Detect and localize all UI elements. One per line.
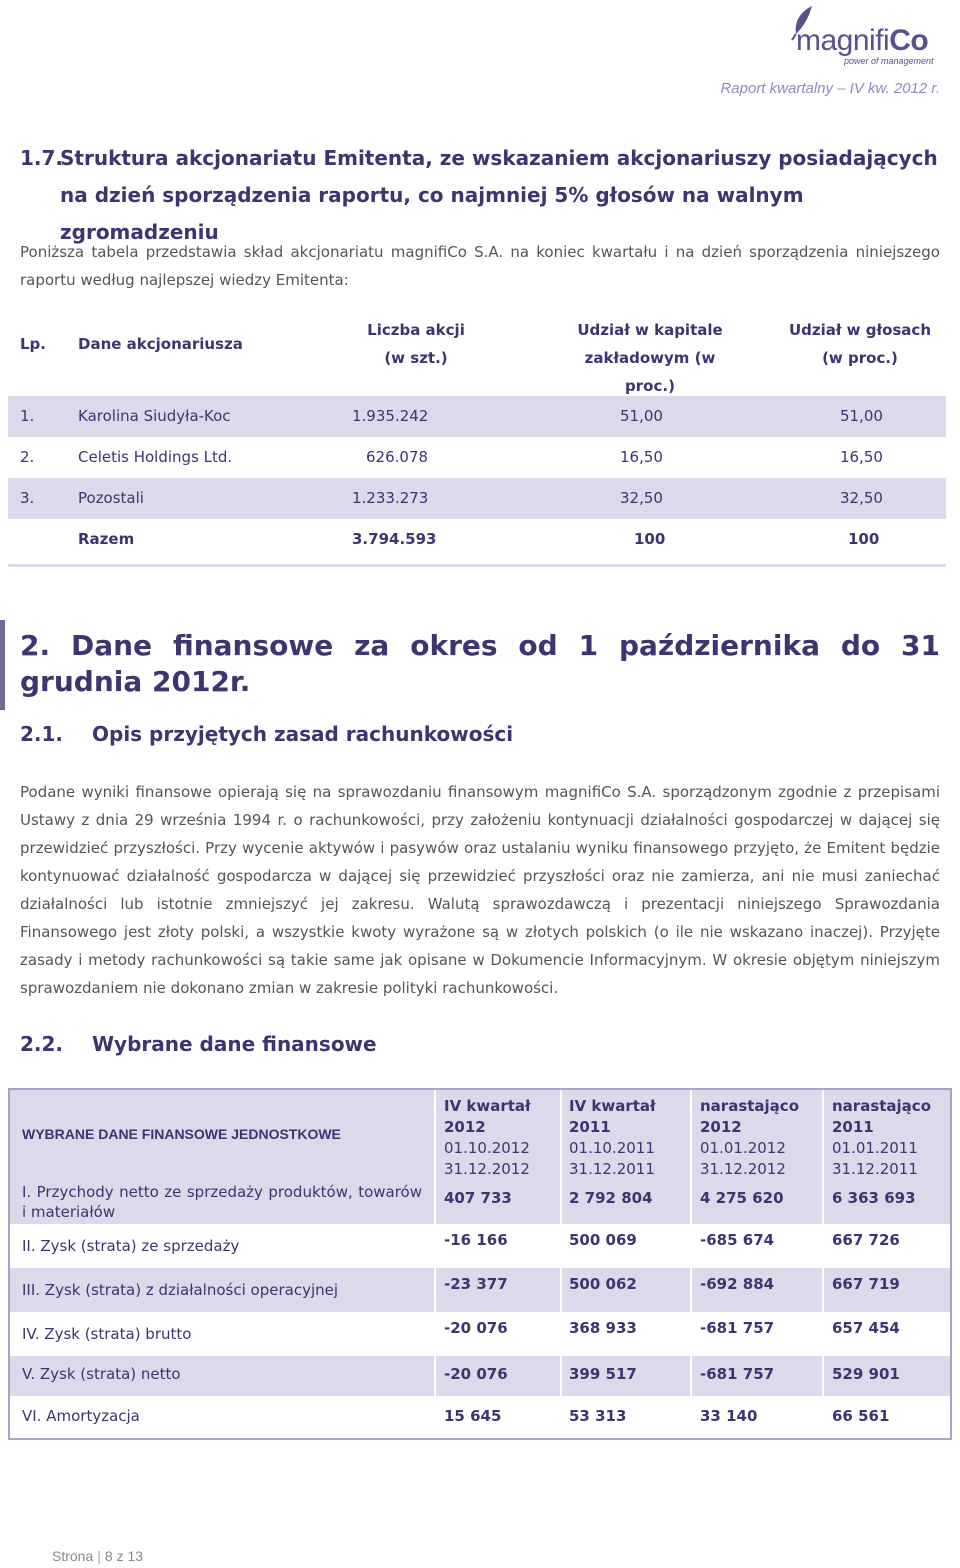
table-row xyxy=(10,1312,950,1356)
row-value: -692 884 xyxy=(700,1275,775,1293)
table-row xyxy=(10,1396,950,1438)
section-title: Wybrane dane finansowe xyxy=(92,1032,377,1056)
table-row xyxy=(10,1268,950,1312)
col-label: narastająco 2011 xyxy=(832,1097,932,1136)
row-name: Celetis Holdings Ltd. xyxy=(78,448,233,466)
total-label: Razem xyxy=(78,530,135,548)
table-bottom-rule xyxy=(8,564,946,567)
row-label: IV. Zysk (strata) brutto xyxy=(22,1325,192,1343)
row-value: 368 933 xyxy=(569,1319,637,1337)
row-value: -681 757 xyxy=(700,1319,775,1337)
row-label: II. Zysk (strata) ze sprzedaży xyxy=(22,1237,240,1255)
col-header-name: Dane akcjonariusza xyxy=(78,335,243,353)
row-value: 6 363 693 xyxy=(832,1189,916,1207)
section-2-2-heading xyxy=(20,1032,377,1056)
row-value: 33 140 xyxy=(700,1407,758,1425)
row-value: 15 645 xyxy=(444,1407,502,1425)
row-value: 657 454 xyxy=(832,1319,900,1337)
col-date-from: 01.10.2011 xyxy=(569,1139,655,1157)
col-header-votes xyxy=(780,316,940,372)
section-number: 1.7. xyxy=(20,146,64,170)
col-header-votes-line2: (w proc.) xyxy=(822,349,898,367)
shareholders-intro: Poniższa tabela przedstawia skład akcjonariatu magnifiCo S.A. na koniec kwartału i na dzień sporządzenia niniejszego raportu według najlepszej wiedzy Emitenta: xyxy=(20,243,940,289)
table-row xyxy=(8,437,946,478)
section-accent-bar xyxy=(0,620,5,710)
section-number: 2. xyxy=(20,629,51,662)
row-value: 66 561 xyxy=(832,1407,890,1425)
col-header-shares xyxy=(354,316,478,372)
row-value: -681 757 xyxy=(700,1365,775,1383)
column-divider xyxy=(822,1090,824,1438)
row-lp: 3. xyxy=(20,489,35,507)
col-header-q4-2012 xyxy=(444,1096,562,1180)
table-row xyxy=(8,478,946,519)
row-lp: 2. xyxy=(20,448,35,466)
row-value: -16 166 xyxy=(444,1231,508,1249)
col-header-shares-line2: (w szt.) xyxy=(384,349,448,367)
col-label: narastająco 2012 xyxy=(700,1097,800,1136)
row-value: 399 517 xyxy=(569,1365,637,1383)
row-name: Karolina Siudyła-Koc xyxy=(78,407,231,425)
row-shares: 1.233.273 xyxy=(352,489,429,507)
row-votes: 51,00 xyxy=(840,407,883,425)
row-capital: 32,50 xyxy=(620,489,663,507)
table-total-row xyxy=(8,519,946,560)
shareholders-table xyxy=(8,396,946,560)
row-value: 500 069 xyxy=(569,1231,637,1249)
logo-tagline: power of management xyxy=(844,56,934,66)
col-date-from: 01.01.2012 xyxy=(700,1139,786,1157)
col-header-capital-line2: zakładowym (w proc.) xyxy=(584,349,716,395)
col-date-to: 31.12.2011 xyxy=(569,1160,655,1178)
row-name: Pozostali xyxy=(78,489,144,507)
col-date-from: 01.01.2011 xyxy=(832,1139,918,1157)
col-header-ytd-2012 xyxy=(700,1096,818,1180)
table-title: WYBRANE DANE FINANSOWE JEDNOSTKOWE xyxy=(22,1126,341,1142)
row-value: 4 275 620 xyxy=(700,1189,784,1207)
row-value: -23 377 xyxy=(444,1275,508,1293)
col-header-lp: Lp. xyxy=(20,335,46,353)
row-value: -685 674 xyxy=(700,1231,775,1249)
table-row xyxy=(10,1182,950,1224)
section-number: 2.2. xyxy=(20,1032,64,1056)
report-header: Raport kwartalny – IV kw. 2012 r. xyxy=(720,80,940,97)
col-label: IV kwartał 2012 xyxy=(444,1097,531,1136)
magnifico-logo xyxy=(782,4,942,72)
col-date-from: 01.10.2012 xyxy=(444,1139,530,1157)
row-label: VI. Amortyzacja xyxy=(22,1407,140,1425)
section-2-heading xyxy=(20,628,940,700)
page-footer: Strona | 8 z 13 xyxy=(52,1548,144,1564)
row-value: -20 076 xyxy=(444,1365,508,1383)
row-shares: 1.935.242 xyxy=(352,407,429,425)
row-label: V. Zysk (strata) netto xyxy=(22,1365,181,1383)
footer-label: Strona xyxy=(52,1548,94,1564)
financial-data-table xyxy=(8,1088,952,1440)
col-header-q4-2011 xyxy=(569,1096,687,1180)
col-header-shares-line1: Liczba akcji xyxy=(367,321,465,339)
row-value: 2 792 804 xyxy=(569,1189,653,1207)
row-label: III. Zysk (strata) z działalności operacyjnej xyxy=(22,1281,339,1299)
row-lp: 1. xyxy=(20,407,35,425)
column-divider xyxy=(560,1090,562,1438)
row-votes: 32,50 xyxy=(840,489,883,507)
section-2-1-heading xyxy=(20,722,514,746)
section-1-7-heading xyxy=(20,140,940,251)
row-value: 667 726 xyxy=(832,1231,900,1249)
row-value: 667 719 xyxy=(832,1275,900,1293)
table-row xyxy=(10,1224,950,1268)
section-title: Opis przyjętych zasad rachunkowości xyxy=(92,722,514,746)
total-capital: 100 xyxy=(634,530,666,548)
column-divider xyxy=(690,1090,692,1438)
row-value: 407 733 xyxy=(444,1189,512,1207)
col-header-capital-line1: Udział w kapitale xyxy=(577,321,723,339)
total-votes: 100 xyxy=(848,530,880,548)
table-row xyxy=(8,396,946,437)
row-votes: 16,50 xyxy=(840,448,883,466)
section-number: 2.1. xyxy=(20,722,64,746)
footer-page-total: z 13 xyxy=(116,1548,144,1564)
column-divider xyxy=(434,1090,436,1438)
col-header-capital xyxy=(560,316,740,400)
row-capital: 16,50 xyxy=(620,448,663,466)
row-shares: 626.078 xyxy=(366,448,429,466)
col-header-votes-line1: Udział w głosach xyxy=(788,321,931,339)
col-label: IV kwartał 2011 xyxy=(569,1097,656,1136)
accounting-policy-text: Podane wyniki finansowe opierają się na sprawozdaniu finansowym magnifiCo S.A. sporządzonym zgodnie z przepisami Ustawy z dnia 29 września 1994 r. o rachunkowości, przy założeniu kontynuacji działalności gospodarczej w dającej się przewidzieć przyszłości. Przy wycenie aktywów i pasywów oraz ustalaniu wyniku finansowego przyjęto, że Emitent będzie kontynuować działalność gospodarcza w dającej się przewidzieć przyszłości oraz nie zamierza, ani nie musi zaniechać działalności lub istotnie zmniejszyć jej zakresu. Walutą sprawozdawczą i prezentacji niniejszego Sprawozdania Finansowego jest złoty polski, a wszystkie kwoty wyrażone są w złotych polskich (o ile nie wskazano inaczej). Przyjęte zasady i metody rachunkowości są takie same jak opisane w Dokumencie Informacyjnym. W okresie objętym niniejszym sprawozdaniem nie dokonano zmian w zakresie polityki rachunkowości. xyxy=(20,783,940,997)
row-value: 500 062 xyxy=(569,1275,637,1293)
row-capital: 51,00 xyxy=(620,407,663,425)
section-title: Dane finansowe za okres od 1 października do 31 grudnia 2012r. xyxy=(20,629,940,698)
footer-page-number: 8 xyxy=(104,1548,113,1564)
row-value: 529 901 xyxy=(832,1365,900,1383)
row-label: I. Przychody netto ze sprzedaży produktów, towarów i materiałów xyxy=(22,1183,422,1221)
logo-wordmark: magnifiCo xyxy=(796,24,929,57)
col-date-to: 31.12.2011 xyxy=(832,1160,918,1178)
table-row xyxy=(10,1356,950,1396)
col-date-to: 31.12.2012 xyxy=(700,1160,786,1178)
total-shares: 3.794.593 xyxy=(352,530,437,548)
row-value: 53 313 xyxy=(569,1407,627,1425)
row-value: -20 076 xyxy=(444,1319,508,1337)
col-date-to: 31.12.2012 xyxy=(444,1160,530,1178)
section-title: Struktura akcjonariatu Emitenta, ze wskazaniem akcjonariuszy posiadających na dzień sporządzenia raportu, co najmniej 5% głosów na walnym zgromadzeniu xyxy=(60,146,938,244)
col-header-ytd-2011 xyxy=(832,1096,950,1180)
